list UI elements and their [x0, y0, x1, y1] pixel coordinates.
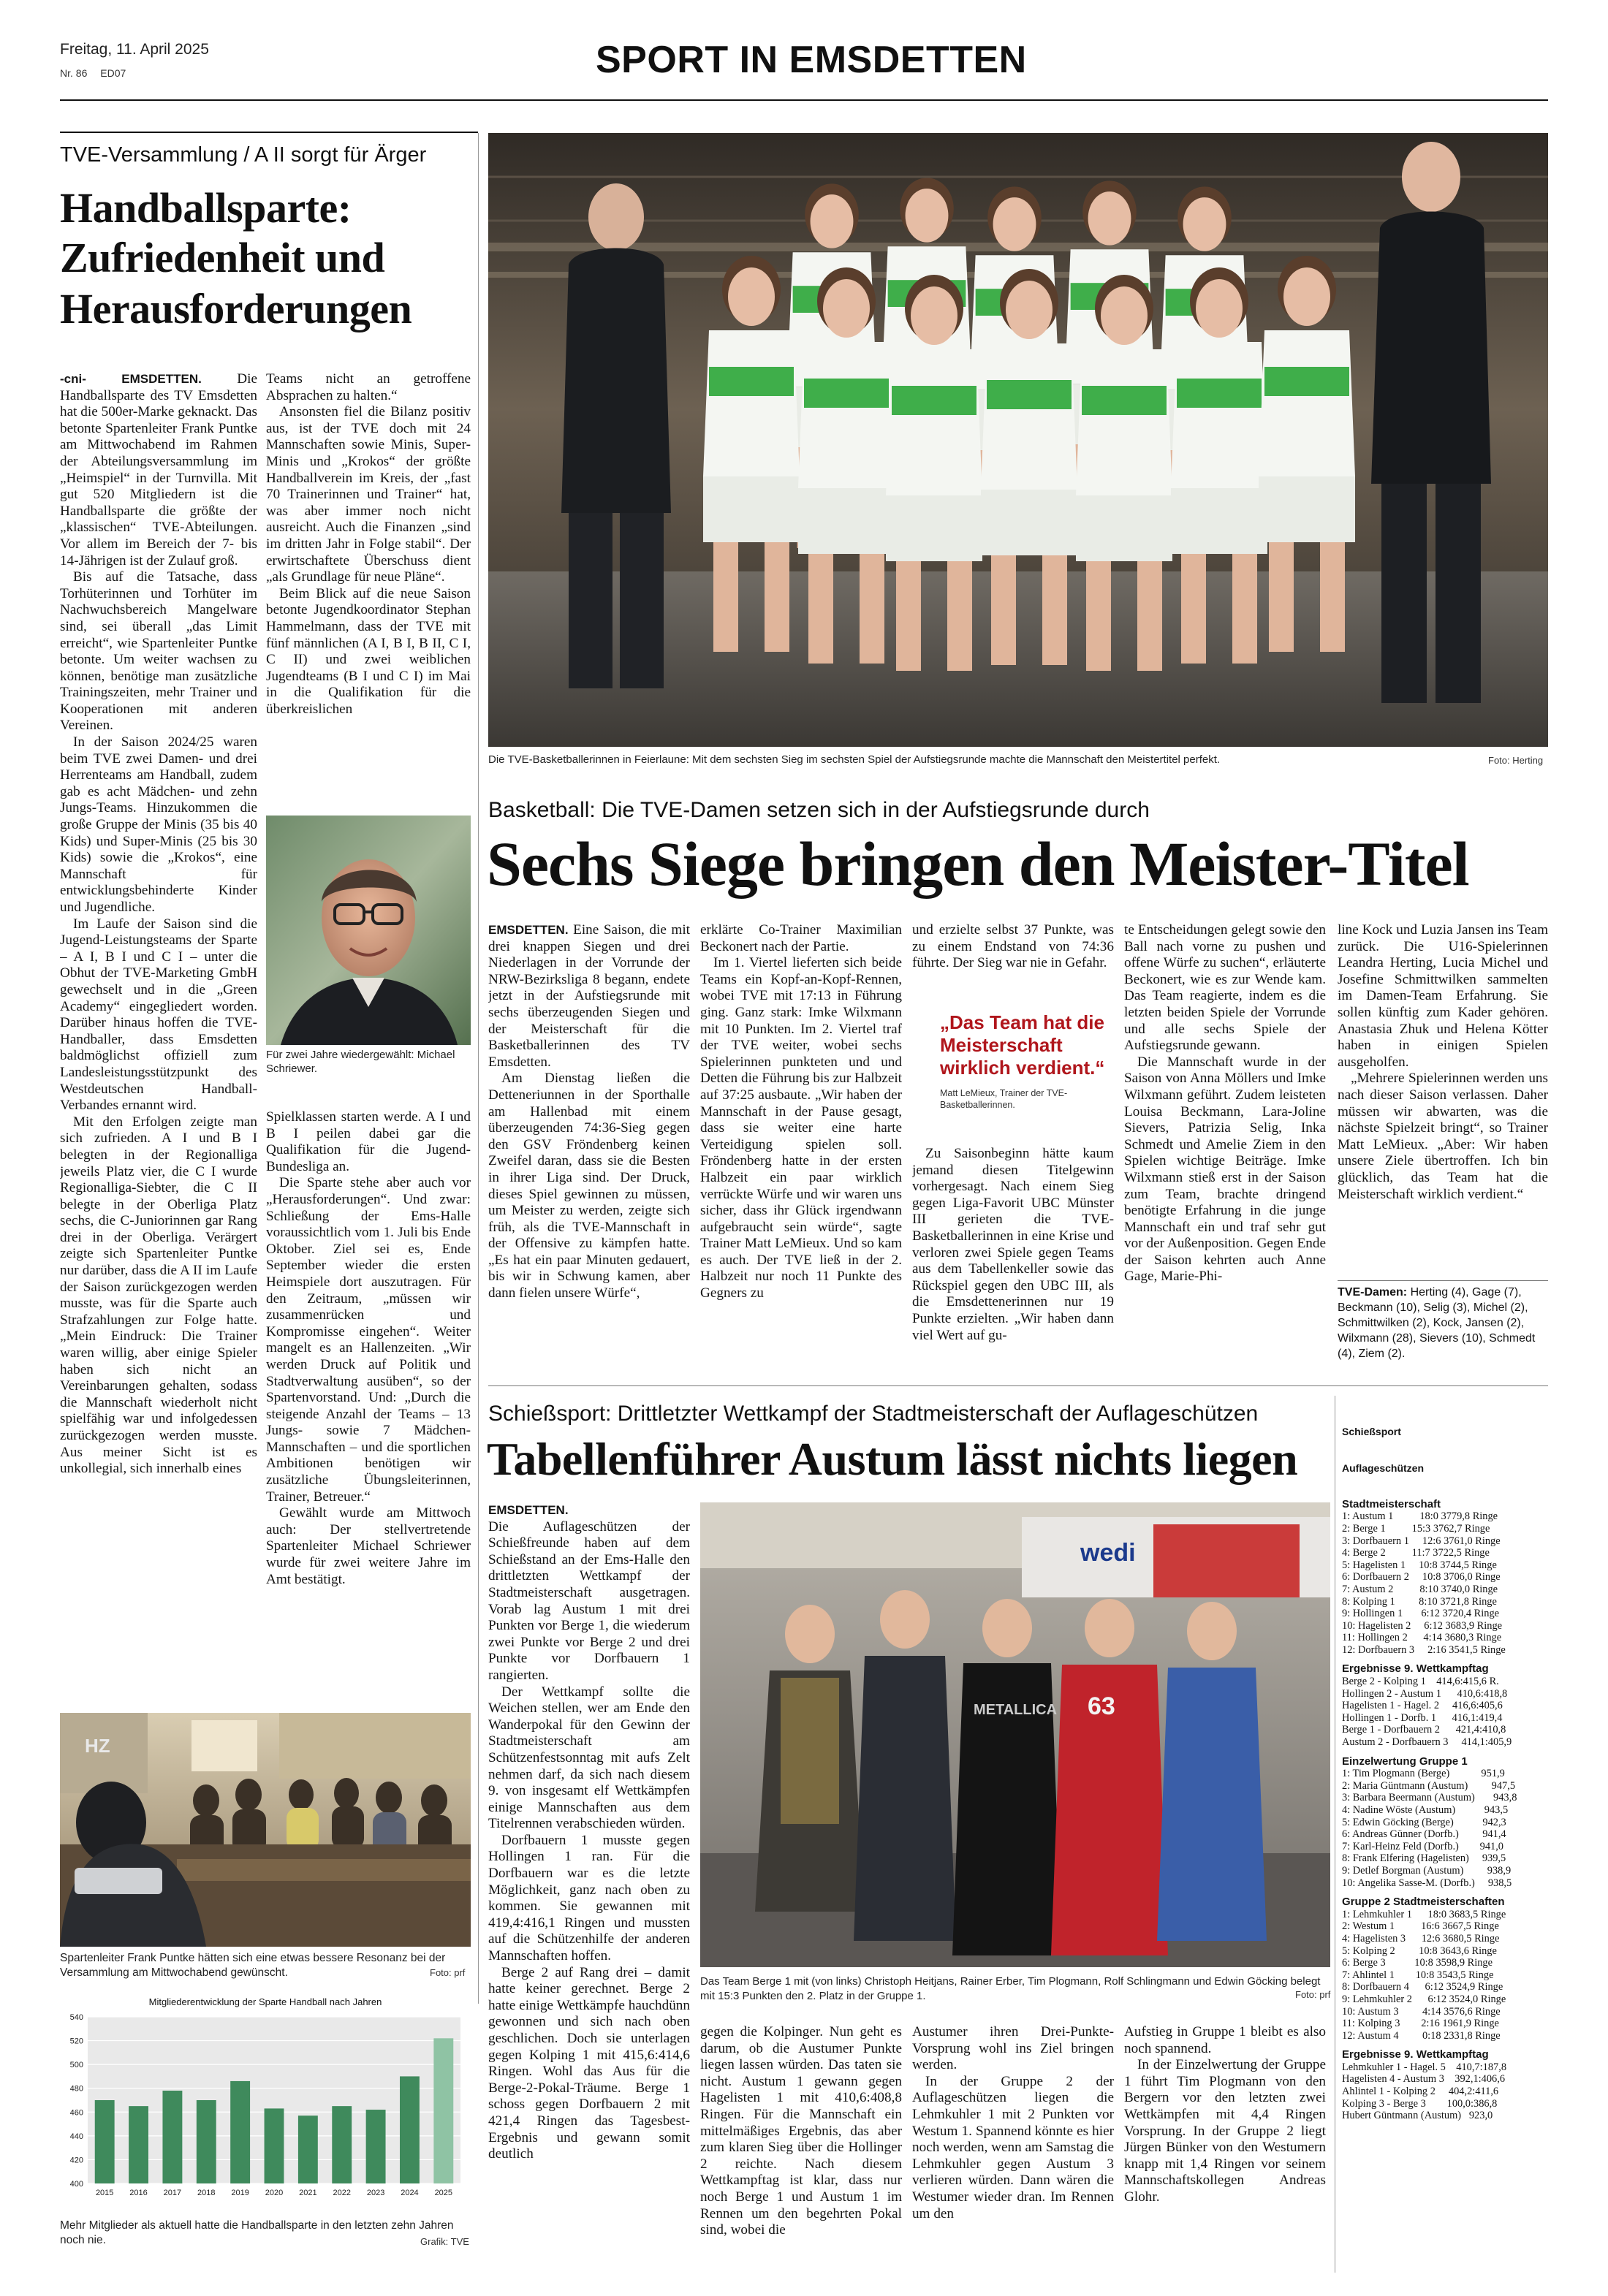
stats-line: 6: Andreas Günner (Dorfb.) 941,4 — [1342, 1828, 1506, 1841]
basketball-column-5 — [1338, 922, 1548, 1266]
handball-para-5: Mit den Erfolgen zeigte man sich zufrieden. A I und B I belegten in der Regionalliga jeweils Platz vier, die C I wurde Regionalliga-Siebter, die C II belegte in der Oberliga Platz sechs, die C-Juniorinnen gar Rang drei in der Oberliga. Verärgert zeigte sich Spartenleiter Puntke nur darüber, dass die A II im Laufe der Saison zurückgezogen werden musste, was für die Sparte auch Strafzahlungen zur Folge hatte. „Mein Eindruck: Die Trainer waren willig, aber einige Spieler haben sich nicht an Vereinbarungen gehalten, sodass die Mannschaft wiederholt nicht spielfähig war und infolgedessen zurückgezogen werden musste. Aus meiner Sicht ist es unkollegial, sich innerhalb eines — [60, 1114, 257, 1477]
svg-text:METALLICA: METALLICA — [974, 1702, 1058, 1718]
audience-image — [60, 1713, 471, 1947]
handball-column-2-bottom — [266, 1109, 471, 1694]
basketball-column-3-bottom — [912, 1146, 1114, 1361]
shooting-column-1 — [488, 1502, 690, 2265]
issue-number: Nr. 86 — [60, 67, 88, 79]
shooting-headline: Tabellenführer Austum lässt nichts liegen — [487, 1433, 1298, 1485]
membership-chart — [60, 1992, 471, 2211]
chart-x-tick-label: 2018 — [197, 2189, 216, 2197]
stats-line: Hollingen 1 - Dorfb. 1 416,1:419,4 — [1342, 1711, 1503, 1724]
shooting-team-image — [700, 1502, 1330, 1967]
shooting-column-3 — [912, 2024, 1114, 2265]
audience-caption: Spartenleiter Frank Puntke hätten sich eine etwas bessere Resonanz bei der Versammlung am Mittwochabend gewünscht. — [60, 1952, 446, 1979]
chart-x-tick-label: 2017 — [163, 2189, 182, 2197]
basketball-column-2 — [700, 922, 902, 1361]
stats-sections — [1342, 1499, 1548, 2122]
shooting-column-2 — [700, 2024, 902, 2265]
shooting-para-8: Aufstieg in Gruppe 1 bleibt es also noch spannend. — [1124, 2024, 1326, 2056]
portrait-photo — [266, 816, 471, 1045]
handball-para-7: Ansonsten fiel die Bilanz positiv aus, ist der TVE doch mit 24 Mannschaften sowie Minis, Super-Minis und „Krokos“ der größte Handballverein im Kreis, der „fast 70 Trainerinnen und Trainer“ hat, was aber immer noch nicht ausreicht. Auch die Finanzen „sind im dritten Jahr in Folge stabil“. Der erwirtschaftete Überschuss dient „als Grundlage für neue Pläne“. — [266, 404, 471, 585]
handball-top-rule — [60, 132, 478, 133]
dateline: EMSDETTEN. — [121, 372, 202, 386]
chart-y-tick-label: 520 — [69, 2037, 83, 2046]
shooting-para-1: Die Auflageschützen der Schießfreunde haben auf dem Schießstand an der Ems-Halle den drittletzten Wettkampf der Stadtmeisterschaft ausgetragen. Vorab lag Austum 1 mit drei Punkten vor Berge 1, die wiederum zwei Punkte vor Berge 2 und drei Punkte vor Dorfbauern 1 rangierten. — [488, 1518, 690, 1683]
roster-box — [1338, 1285, 1548, 1361]
chart-bar-2015 — [95, 2100, 115, 2183]
handball-kicker: TVE-Versammlung / A II sorgt für Ärger — [60, 143, 427, 167]
masthead-issue — [60, 67, 126, 79]
shooting-top-rule — [488, 1385, 1548, 1386]
stats-line: 6: Dorfbauern 2 10:8 3706,0 Ringe — [1342, 1571, 1501, 1584]
chart-bar-2018 — [197, 2100, 216, 2183]
membership-bar-chart — [60, 1992, 471, 2211]
chart-bar-2022 — [332, 2106, 352, 2183]
shooting-para-5: gegen die Kolpinger. Nun geht es darum, ob die Austumer Punkte liegen lassen würden. Das taten sie nicht. Austum 1 gewann gegen Hagelisten 1 mit 410,6:408,8 Ringen. Für die Mannschaft ein mittelmäßiges Ergebnis, das aber zum klaren Sieg über die Hollinger 2 reichte. Nach diesem Wettkampftag ist klar, dass nur noch Berge 1 und Austum 1 im Rennen um den begehrten Pokal sind, wobei die — [700, 2024, 902, 2238]
handball-column-1 — [60, 371, 257, 1687]
stats-section-heading: Gruppe 2 Stadtmeisterschaften — [1342, 1896, 1505, 1909]
stats-line: 10: Hagelisten 2 6:12 3683,9 Ringe — [1342, 1619, 1503, 1632]
stats-line: Hubert Güntmann (Austum) 923,0 — [1342, 2110, 1493, 2122]
chart-bar-2017 — [162, 2091, 182, 2183]
stats-line: 5: Edwin Göcking (Berge) 942,3 — [1342, 1816, 1506, 1828]
shooting-para-3: Dorfbauern 1 musste gegen Hollingen 1 ran. Für die Dorfbauern war es die letzte Möglichkeit, ganz nach oben zu kommen. Sie gewannen mit 419,4:416,1 Ringen und mussten auf die Schützenhilfe der anderen Mannschaften hoffen. — [488, 1832, 690, 1964]
shooting-para-7: In der Gruppe 2 der Auflageschützen liegen die Lehmkuhler 1 mit 2 Punkten vor Westum 1. Spannend könnte es hier noch werden, wenn am Samstag die Lehmkuhler gegen Austum 3 verlieren würden. Dann wären die Westumer wieder dran. Im Rennen um den — [912, 2073, 1114, 2221]
chart-caption: Mehr Mitglieder als aktuell hatte die Handballsparte in den letzten zehn Jahren noch nie. — [60, 2219, 454, 2246]
stats-line: 2: Maria Güntmann (Austum) 947,5 — [1342, 1779, 1516, 1792]
stats-line: 10: Angelika Sasse-M. (Dorfb.) 938,5 — [1342, 1877, 1512, 1889]
stats-line: 4: Nadine Wöste (Austum) 943,5 — [1342, 1804, 1509, 1816]
chart-y-tick-label: 440 — [69, 2132, 83, 2141]
chart-x-tick-label: 2020 — [265, 2189, 284, 2197]
shooting-kicker: Schießsport: Drittletzter Wettkampf der Stadtmeisterschaft der Auflageschützen — [488, 1402, 1259, 1426]
portrait-image — [266, 816, 471, 1045]
stats-line: 11: Kolping 3 2:16 1961,9 Ringe — [1342, 2018, 1499, 2030]
shooting-column-4 — [1124, 2024, 1326, 2265]
stats-line: Hagelisten 1 - Hagel. 2 416,6:405,6 — [1342, 1700, 1503, 1712]
chart-x-tick-label: 2015 — [95, 2189, 114, 2197]
audience-photo — [60, 1713, 471, 1947]
shooting-photo-caption: Das Team Berge 1 mit (von links) Christoph Heitjans, Rainer Erber, Tim Plogmann, Rolf Schlingmann und Edwin Göcking belegt mit 15:3 Punkten den 2. Platz in der Gruppe 1. — [700, 1975, 1321, 2002]
stats-line: 11: Hollingen 2 4:14 3680,3 Ringe — [1342, 1632, 1502, 1644]
stats-line: Hagelisten 4 - Austum 3 392,1:406,6 — [1342, 2073, 1506, 2086]
handball-para-2: Bis auf die Tatsache, dass Torhüterinnen und Torhüter im Nachwuchsbereich Mangelware sind, sei überall „das Limit erreicht“, wie Spartenleiter Puntke betonte. Um weiter wachsen zu können, benötige man zusätzliche Trainingszeiten, mehr Trainer und Kooperationen mit anderen Vereinen. — [60, 569, 257, 734]
basketball-team-image — [488, 133, 1548, 747]
basketball-team-photo — [488, 133, 1548, 747]
chart-x-tick-label: 2023 — [366, 2189, 385, 2197]
stats-title: Schießsport — [1342, 1426, 1401, 1438]
stats-line: 5: Hagelisten 1 10:8 3744,5 Ringe — [1342, 1559, 1497, 1571]
basketball-column-1 — [488, 922, 690, 1361]
stats-line: Kolping 3 - Berge 3 100,0:386,8 — [1342, 2097, 1498, 2110]
handball-column-divider — [478, 133, 479, 2004]
stats-subtitle: Auflageschützen — [1342, 1461, 1425, 1474]
chart-plot-area — [70, 2013, 460, 2197]
chart-bar-2019 — [230, 2081, 250, 2183]
stats-line: 3: Dorfbauern 1 12:6 3761,0 Ringe — [1342, 1535, 1501, 1547]
stats-section-heading: Ergebnisse 9. Wettkampftag — [1342, 2048, 1489, 2061]
basketball-para-8: Die Mannschaft wurde in der Saison von Anna Möllers und Imke Wilxmann geführt. Zudem leisteten Louisa Beckmann, Lara-Joline Sievers, Patrizia Selig, Inka Schmedt und Amelie Ziem in den Spielen wichtige Beiträge. Imke Wilxmann stieß erst in der Saison zum Team, brachte dringend benötigte Erfahrung in die junge Mannschaft ein und traf sehr gut vor der Außenposition. Gegen Ende der Saison kehrten auch Anne Gage, Marie-Phi- — [1124, 1054, 1326, 1285]
handball-headline-3: Herausforderungen — [60, 285, 412, 332]
stats-section-heading: Stadtmeisterschaft — [1342, 1497, 1441, 1510]
chart-bar-2020 — [265, 2108, 284, 2183]
stats-line: Ahlintel 1 - Kolping 2 404,2:411,6 — [1342, 2086, 1499, 2098]
basketball-para-5: und erzielte selbst 37 Punkte, was zu einem Endstand von 74:36 führte. Der Sieg war nie in Gefahr. — [912, 922, 1114, 971]
stats-line: 7: Austum 2 8:10 3740,0 Ringe — [1342, 1583, 1498, 1595]
stats-line: Lehmkuhler 1 - Hagel. 5 410,7:187,8 — [1342, 2061, 1507, 2073]
stats-line: 12: Austum 4 0:18 2331,8 Ringe — [1342, 2029, 1501, 2042]
dateline: -cni- — [60, 372, 122, 386]
handball-para-10: Die Sparte stehe aber auch vor „Herausforderungen“. Und zwar: Schließung der Ems-Halle voraussichtlich vom 1. Juli bis Ende Oktober. Ziel sei es, Ende September wieder die ersten Heimspiele dort auszutragen. Für den Zeitraum, „müssen wir zusammenrücken und Kompromisse eingehen“. Weiter mangelt es an Hallenzeiten. „Wir werden Druck auf Politik und Stadtverwaltung ausüben“, so der Spartenvorstand. Und: „Durch die steigende Anzahl der Teams – 13 Jungs- sowie 7 Mädchen-Mannschaften – und die sportlichen Ambitionen benötigen wir zusätzliche Übungsleiterinnen, Trainer, Betreuer.“ — [266, 1175, 471, 1505]
coach-quote: „Das Team hat die Meisterschaft wirklich verdient.“ — [940, 1011, 1105, 1079]
stats-line: Berge 1 - Dorfbauern 2 421,4:410,8 — [1342, 1724, 1506, 1736]
stats-line: 3: Barbara Beermann (Austum) 943,8 — [1342, 1792, 1517, 1804]
stats-line: Austum 2 - Dorfbauern 3 414,1:405,9 — [1342, 1736, 1512, 1749]
basketball-para-2: Am Dienstag ließen die Detteneriunnen in der Sporthalle am Hallenbad mit einem überzeugenden 74:36-Sieg gegen den GSV Fröndenberg keinen Zweifel daran, dass sie die Besten in ihrer Liga sind. Der Druck, dieses Spiel gewinnen zu müssen, um Meister zu werden, zeigte sich früh, als die TVE-Mannschaft in der Offensive zu kämpfen hatte. „Es hat ein paar Minuten gedauert, bis wir in Schwung kamen, aber dann fielen unsere Würfe“, — [488, 1071, 690, 1301]
stats-section-heading: Ergebnisse 9. Wettkampftag — [1342, 1662, 1489, 1676]
basketball-photo-caption: Die TVE-Basketballerinnen in Feierlaune: Mit dem sechsten Sieg im sechsten Spiel der Aufstiegsrunde machte die Mannschaft den Meistertitel perfekt. — [488, 753, 1221, 766]
chart-y-tick-label: 540 — [69, 2013, 83, 2022]
stats-line: 9: Hollingen 1 6:12 3720,4 Ringe — [1342, 1608, 1500, 1620]
chart-bar-2024 — [400, 2076, 420, 2183]
stats-line: 2: Westum 1 16:6 3667,5 Ringe — [1342, 1920, 1499, 1933]
chart-credit: Grafik: TVE — [420, 2236, 469, 2247]
chart-y-tick-label: 460 — [69, 2108, 83, 2118]
basketball-column-4 — [1124, 922, 1326, 1361]
chart-x-tick-label: 2025 — [434, 2189, 453, 2197]
stats-line: 4: Hagelisten 3 12:6 3680,5 Ringe — [1342, 1932, 1500, 1945]
chart-x-tick-label: 2021 — [299, 2189, 317, 2197]
chart-y-tick-label: 420 — [69, 2156, 83, 2165]
shooting-photo-credit: Foto: prf — [1295, 1989, 1331, 2000]
basketball-photo-credit: Foto: Herting — [1488, 755, 1544, 766]
stats-line: 1: Tim Plogmann (Berge) 951,9 — [1342, 1768, 1505, 1780]
shooting-para-9: In der Einzelwertung der Gruppe 1 führt Tim Plogmann von den Bergern vor den letzten zwei Wettkämpfen mit 4,4 Ringen Vorsprung. In der Gruppe 2 liegt Jürgen Bünker von den Westumern knapp mit 1,4 Ringen vor seinem Mannschaftskollegen Andreas Glohr. — [1124, 2057, 1326, 2205]
chart-bar-2023 — [366, 2110, 386, 2183]
handball-para-9: Spielklassen starten werde. A I und B I peilen dabei gar die Qualifikation für die Jugend-Bundesliga an. — [266, 1109, 471, 1174]
handball-para-6: Teams nicht an getroffene Absprachen zu halten.“ — [266, 371, 471, 403]
handball-headline-1: Handballsparte: — [60, 184, 352, 232]
basketball-para-6: Zu Saisonbeginn hätte kaum jemand diesen Titelgewinn vorhergesagt. Nach einem Sieg gegen Liga-Favorit UBC Münster III gerieten die TVE-Basketballerinnen in eine Krise und verloren zwei Spiele gegen Teams aus dem Tabellenkeller sowie das Rückspiel gegen den UBC III, als die Emsdettenerinnen nur 19 Punkte erzielten. „Wir haben dann viel Wert auf gu- — [912, 1146, 1114, 1343]
basketball-kicker: Basketball: Die TVE-Damen setzen sich in der Aufstiegsrunde durch — [488, 798, 1150, 822]
handball-para-4: Im Laufe der Saison sind die Jugend-Leistungsteams der Sparte – A I, B I und C I – unter die Obhut der TVE-Marketing GmbH gewechselt und in die „Green Academy“ eingegliedert worden. Darüber hinaus hoffen die TVE-Handballer, dass Emsdetten baldmöglichst offiziell zum Landesleistungsstützpunkt des Westdeutschen Handball-Verbandes ernannt wird. — [60, 916, 257, 1114]
basketball-para-9: line Kock und Luzia Jansen ins Team zurück. Die U16-Spielerinnen Leandra Herting, Lucia Michel und Josefine Schmittwilken sammelten im Damen-Team Erfahrung. Sie sollen künftig zum Kader gehören. Anastasia Zhuk und Helena Kötter haben in einigen Spielen ausgeholfen. — [1338, 922, 1548, 1070]
basketball-para-10: „Mehrere Spielerinnen werden uns nach dieser Saison verlassen. Daher müssen wir abwarten, was die nächste Spielzeit bringt“, so Trainer Matt LeMieux. „Aber: Wir haben unsere Ziele übertroffen. Ich bin glücklich, das Team hat die Meisterschaft wirklich verdient.“ — [1338, 1071, 1548, 1202]
chart-bar-2021 — [298, 2116, 318, 2183]
stats-line: 5: Kolping 2 10:8 3643,6 Ringe — [1342, 1945, 1497, 1957]
section-title: SPORT IN EMSDETTEN — [596, 39, 1027, 81]
stats-line: 7: Karl-Heinz Feld (Dorfb.) 941,0 — [1342, 1840, 1504, 1852]
chart-x-tick-label: 2016 — [129, 2189, 148, 2197]
handball-headline-2: Zufriedenheit und — [60, 234, 385, 281]
shooting-para-6: Austumer ihren Drei-Punkte-Vorsprung wohl ins Ziel bringen werden. — [912, 2024, 1114, 2073]
stats-line: 8: Dorfbauern 4 6:12 3524,9 Ringe — [1342, 1981, 1503, 1993]
portrait-caption: Für zwei Jahre wiedergewählt: Michael Schriewer. — [266, 1049, 455, 1075]
chart-y-tick-label: 480 — [69, 2084, 83, 2094]
edition-code: ED07 — [100, 67, 126, 79]
basketball-column-3-top — [912, 922, 1114, 1010]
audience-credit: Foto: prf — [430, 1967, 466, 1978]
masthead-rule — [60, 99, 1548, 101]
coach-quote-source: Matt LeMieux, Trainer der TVE-Basketballerinnen. — [940, 1088, 1068, 1110]
stats-line: Berge 2 - Kolping 1 414,6:415,6 R. — [1342, 1676, 1499, 1688]
shooting-para-4: Berge 2 auf Rang drei – damit hatte keiner gerechnet. Berge 2 hatte einige Wettkämpfe hauchdünn gewonnen und sich nach oben geschlichen. Doch sie unterlagen gegen Kolping 1 mit 415,6:414,6 Ringen. Wohl das Aus für die Berge-2-Pokal-Träume. Berge 1 schoss gegen Dorfbauern 2 mit 421,4 Ringen das Tagesbest-Ergebnis und gewann somit deutlich — [488, 1964, 690, 2162]
stats-line: 12: Dorfbauern 3 2:16 3541,5 Ringe — [1342, 1643, 1506, 1656]
stats-line: 8: Frank Elfering (Hagelisten) 939,5 — [1342, 1852, 1506, 1865]
masthead-date: Freitag, 11. April 2025 — [60, 41, 209, 58]
roster-text: Herting (4), Gage (7), Beckmann (10), Selig (3), Michel (2), Schmittwilken (2), Kock, Jansen (2), Wilxmann (28), Sievers (10), Schmedt (4), Ziem (2). — [1338, 1286, 1536, 1360]
stats-line: 1: Lehmkuhler 1 18:0 3683,5 Ringe — [1342, 1908, 1506, 1920]
basketball-para-4: Im 1. Viertel lieferten sich beide Teams ein Kopf-an-Kopf-Rennen, wobei TVE mit 17:13 in Führung ging. Ganz stark: Imke Wilxmann mit 10 Punkten. Im 2. Viertel traf der TVE weiter, wobei sechs Spielerinnen punkteten und und Detten die Führung bis zur Halbzeit auf 37:25 ausbaute. „Wir haben der Mannschaft in der Pause gesagt, dass sie weiter eine harte Verteidigung spielen soll. Fröndenberg hatte in der ersten Halbzeit ein paar wirklich verrückte Würfe und wir waren uns sicher, dass ihr Glück irgendwann aufgebraucht sein würde“, sagte Trainer Matt LeMieux. Und so kam es auch. Der TVE ließ in der 2. Halbzeit nur noch 11 Punkte des Gegners zu — [700, 955, 902, 1301]
stats-line: 4: Berge 2 11:7 3722,5 Ringe — [1342, 1547, 1490, 1559]
stats-line: 7: Ahlintel 1 10:8 3543,5 Ringe — [1342, 1969, 1494, 1981]
chart-bar-2016 — [129, 2106, 148, 2183]
basketball-dateline: EMSDETTEN. — [488, 923, 569, 937]
stats-line: Hollingen 2 - Austum 1 410,6:418,8 — [1342, 1687, 1508, 1700]
chart-y-tick-label: 400 — [69, 2180, 83, 2189]
handball-para-8: Beim Blick auf die neue Saison betonte Jugendkoordinator Stephan Hammelmann, dass der TVE mit fünf männlichen (A I, B I, B II, C I, C II) und zwei weiblichen Jugendteams (B I und C I) im Mai in die Qualifikation für die überkreislichen — [266, 585, 471, 717]
stats-line: 9: Lehmkuhler 2 6:12 3524,0 Ringe — [1342, 1993, 1506, 2005]
svg-text:wedi: wedi — [1080, 1539, 1136, 1567]
chart-x-tick-label: 2019 — [231, 2189, 249, 2197]
roster-rule — [1338, 1280, 1548, 1281]
basketball-para-3: erklärte Co-Trainer Maximilian Beckonert nach der Partie. — [700, 922, 902, 954]
stats-line: 1: Austum 1 18:0 3779,8 Ringe — [1342, 1510, 1498, 1523]
roster-label: TVE-Damen: — [1338, 1286, 1408, 1299]
stats-line: 6: Berge 3 10:8 3598,9 Ringe — [1342, 1957, 1493, 1969]
chart-title: Mitgliederentwicklung der Sparte Handball nach Jahren — [148, 1996, 382, 2007]
svg-text:63: 63 — [1088, 1692, 1115, 1720]
shooting-team-photo — [700, 1502, 1330, 1967]
handball-para-3: In der Saison 2024/25 waren beim TVE zwei Damen- und drei Herrenteams am Handball, zudem gab es acht Mädchen- und zehn Jungs-Teams. Hinzukommen die große Gruppe der Minis (35 bis 40 Kids) und Super-Minis (25 bis 30 Kids) sowie die „Krokos“, eine Mannschaft für entwicklungsbehinderte Kinder und Jugendliche. — [60, 734, 257, 915]
chart-x-tick-label: 2022 — [333, 2189, 351, 2197]
chart-bar-2025 — [433, 2038, 453, 2183]
chart-x-tick-label: 2024 — [401, 2189, 419, 2197]
stats-line: 2: Berge 1 15:3 3762,7 Ringe — [1342, 1522, 1490, 1535]
stats-line: 10: Austum 3 4:14 3576,6 Ringe — [1342, 2005, 1501, 2018]
handball-column-2-top — [266, 371, 471, 804]
stats-line: 9: Detlef Borgman (Austum) 938,9 — [1342, 1864, 1512, 1877]
dateline: EMSDETTEN. — [488, 1503, 569, 1517]
basketball-para-1: EMSDETTEN. Eine Saison, die mit drei knappen Siegen und drei Niederlagen in der Vorrunde der NRW-Bezirksliga 8 begann, endete jetzt in der Aufstiegsrunde mit sechs überzeugenden Siegen und der Meisterschaft für die Basketballerinnen des TV Emsdetten. — [488, 922, 690, 1070]
basketball-headline: Sechs Siege bringen den Meister-Titel — [487, 829, 1469, 899]
shooting-para-2: Der Wettkampf sollte die Weichen stellen, wer am Ende den Wanderpokal für den Gewinn der Stadtmeisterschaft am Schützenfestsonntag mit aufs Zelt nehmen darf, da sich nach diesem 9. von insgesamt elf Wettkämpfen einige Mannschaften aus dem Titelrennen verabschieden würden. — [488, 1684, 690, 1832]
handball-para-1: -cni- EMSDETTEN. Die Handballsparte des TV Emsdetten hat die 500er-Marke geknackt. Das betonte Spartenleiter Frank Puntke am Mittwochabend im Rahmen der Abteilungsversammlung im „Heimspiel“ in der Turnvilla. Mit gut 520 Mitgliedern ist die Handballsparte die größte der „klassischen“ TVE-Abteilungen. Vor allem im Bereich der 7- bis 14-Jährigen ist der Zulauf groß. — [60, 371, 257, 569]
basketball-para-7: te Entscheidungen gelegt sowie den Ball nach vorne zu pushen und offene Würfe zu suchen“, erläuterte Beckonert, wie es zur Wende kam. Das Team reagierte, indem es die letzten beiden Spiele der Vorrunde und alle sechs Spiele der Aufstiegsrunde gewann. — [1124, 922, 1326, 1054]
stats-section-heading: Einzelwertung Gruppe 1 — [1342, 1755, 1468, 1768]
shooting-results-box — [1342, 1402, 1548, 2276]
stats-line: 8: Kolping 1 8:10 3721,8 Ringe — [1342, 1595, 1497, 1608]
svg-text:HZ: HZ — [85, 1735, 110, 1757]
chart-y-tick-label: 500 — [69, 2061, 83, 2070]
handball-para-11: Gewählt wurde am Mittwoch auch: Der stellvertretende Spartenleiter Michael Schriewer wurde für zwei weitere Jahre im Amt bestätigt. — [266, 1505, 471, 1587]
